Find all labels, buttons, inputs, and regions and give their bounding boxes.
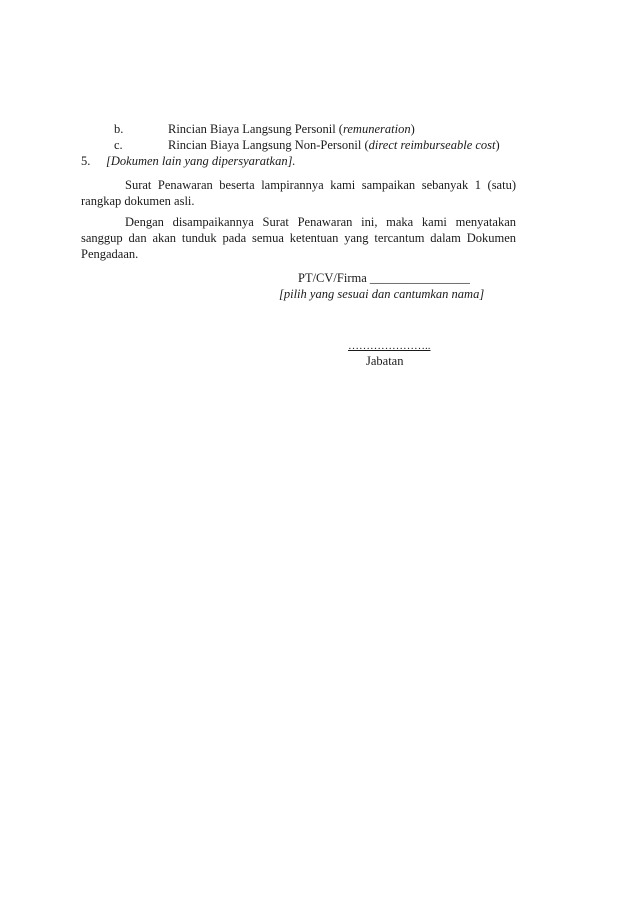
paragraph-lampiran: Surat Penawaran beserta lampirannya kami sampaikan sebanyak 1 (satu) rangkap dokumen asli.	[81, 178, 516, 208]
signature-firm: PT/CV/Firma ________________	[298, 271, 470, 285]
list-marker: b.	[114, 122, 124, 136]
signature-line: …………………..	[348, 340, 431, 352]
list-item-b-text: Rincian Biaya Langsung Personil (remuneration)	[168, 122, 415, 136]
list-item-b	[114, 121, 123, 137]
item-number: 5.	[81, 154, 91, 168]
signature-note: [pilih yang sesuai dan cantumkan nama]	[279, 287, 485, 301]
list-item-c	[114, 137, 123, 153]
list-marker: c.	[114, 138, 123, 152]
numbered-item-5-text: [Dokumen lain yang dipersyaratkan].	[106, 154, 296, 168]
list-item-c-text: Rincian Biaya Langsung Non-Personil (direct reimburseable cost)	[168, 138, 500, 152]
numbered-item-5	[81, 153, 90, 169]
paragraph-pernyataan: Dengan disampaikannya Surat Penawaran ini, maka kami menyatakan sanggup dan akan tunduk pada semua ketentuan yang tercantum dalam Dokumen Pengadaan.	[81, 215, 516, 261]
signature-title: Jabatan	[366, 354, 404, 368]
